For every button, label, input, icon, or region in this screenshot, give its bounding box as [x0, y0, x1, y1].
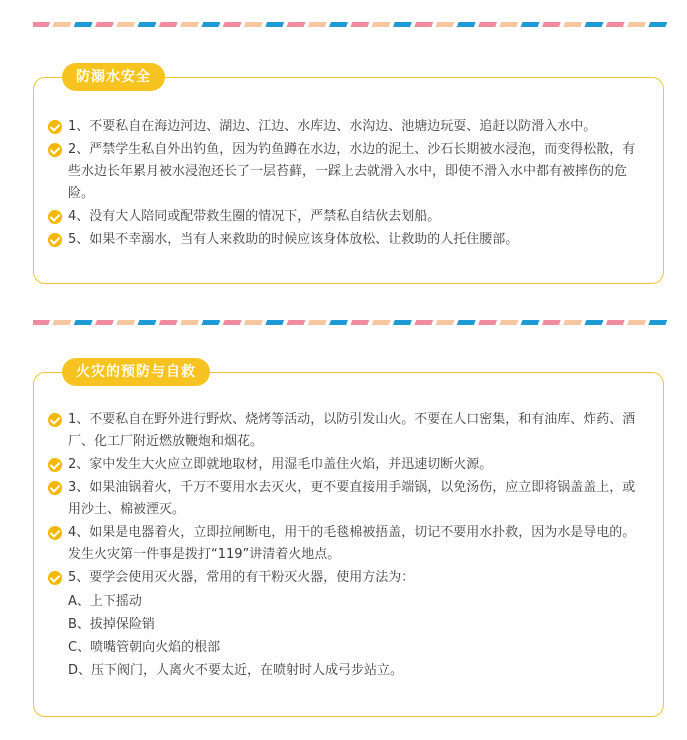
list-item: 2、严禁学生私自外出钓鱼，因为钓鱼蹲在水边，水边的泥土、沙石长期被水浸泡，而变得松散，有些水边长年累月被水浸泡还长了一层苔藓，一踩上去就滑入水中，即使不滑入水中都有被摔伤的危险。: [48, 139, 645, 205]
list-item: 3、如果油锅着火，千万不要用水去灭火，更不要直接用手端锅，以免汤伤，应立即将锅盖盖上，或用沙土、棉被湮灭。: [48, 477, 645, 521]
extinguisher-step: B、拔掉保险销: [68, 617, 155, 632]
list-item: 1、不要私自在野外进行野炊、烧烤等活动，以防引发山火。不要在人口密集，和有油库、炸药、酒厂、化工厂附近燃放鞭炮和烟花。: [48, 409, 645, 453]
extinguisher-step: A、上下摇动: [68, 594, 142, 609]
section-title-fire: 火灾的预防与自救: [62, 358, 210, 386]
drowning-safety-card: [33, 69, 664, 284]
list-item: 5、要学会使用灭火器，常用的有干粉灭火器，使用方法为：: [48, 567, 645, 589]
check-circle-icon: [48, 120, 62, 134]
extinguisher-step: C、喷嘴管朝向火焰的根部: [68, 640, 221, 655]
check-circle-icon: [48, 458, 62, 472]
fire-safety-card: [33, 364, 664, 717]
list-item: 4、没有大人陪同或配带救生圈的情况下，严禁私自结伙去划船。: [48, 206, 645, 228]
list-item: 1、不要私自在海边河边、湖边、江边、水库边、水沟边、池塘边玩耍、追赶以防滑入水中。: [48, 116, 645, 138]
list-item: 4、如果是电器着火，立即拉闸断电，用干的毛毯棉被捂盖，切记不要用水扑救，因为水是导电的。发生火灾第一件事是拨打“119”讲清着火地点。: [48, 522, 645, 566]
decorative-stripe-top: [33, 22, 667, 27]
check-circle-icon: [48, 143, 62, 157]
list-item: 5、如果不幸溺水，当有人来救助的时候应该身体放松、让救助的人托住腰部。: [48, 229, 645, 251]
check-circle-icon: [48, 210, 62, 224]
check-circle-icon: [48, 233, 62, 247]
check-circle-icon: [48, 413, 62, 427]
check-circle-icon: [48, 481, 62, 495]
list-item: 2、家中发生大火应立即就地取材，用湿毛巾盖住火焰，并迅速切断火源。: [48, 454, 645, 476]
section-title-drowning: 防溺水安全: [62, 63, 165, 91]
check-circle-icon: [48, 571, 62, 585]
extinguisher-step: D、压下阀门，人离火不要太近，在喷射时人成弓步站立。: [68, 663, 404, 678]
decorative-stripe-middle: [33, 320, 667, 325]
check-circle-icon: [48, 526, 62, 540]
